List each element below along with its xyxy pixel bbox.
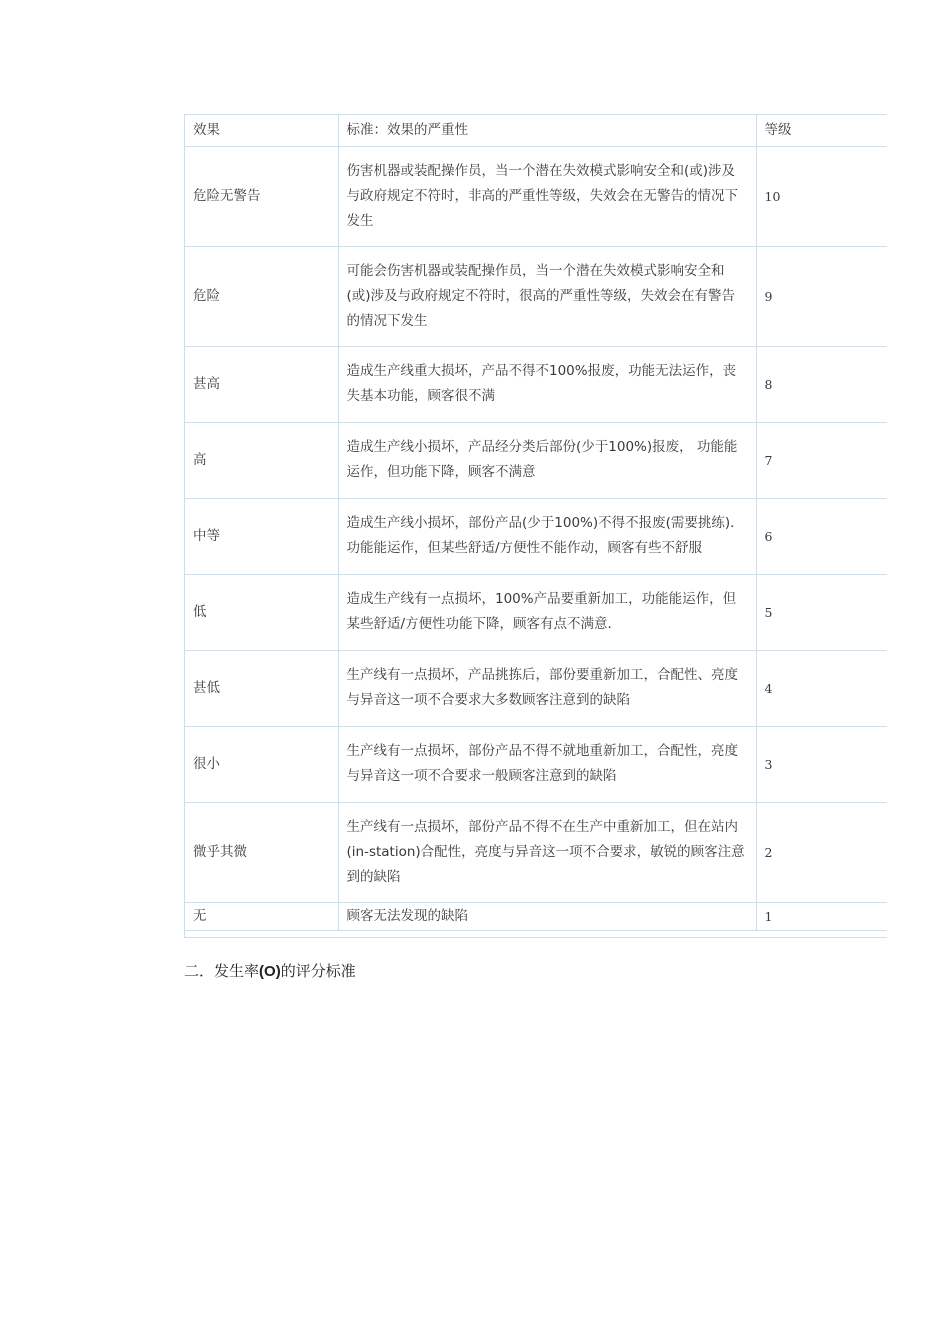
grade-cell: 9 — [756, 246, 887, 346]
effect-cell: 危险 — [185, 246, 338, 346]
effect-cell: 微乎其微 — [185, 802, 338, 902]
table-row — [185, 498, 887, 574]
table-row — [185, 574, 887, 650]
criteria-cell: 造成生产线小损坏，部份产品(少于100%)不得不报废(需要挑练)．功能能运作，但某些舒适/方便性不能作动，顾客有些不舒服 — [338, 498, 756, 574]
grade-cell: 6 — [756, 498, 887, 574]
grade-cell: 2 — [756, 802, 887, 902]
criteria-cell: 生产线有一点损坏，部份产品不得不就地重新加工，合配性，亮度与异音这一项不合要求一般顾客注意到的缺陷 — [338, 726, 756, 802]
severity-table — [185, 115, 887, 931]
table-row — [185, 246, 887, 346]
effect-cell: 甚低 — [185, 650, 338, 726]
effect-cell: 无 — [185, 902, 338, 930]
table-row — [185, 346, 887, 422]
criteria-cell: 顾客无法发现的缺陷 — [338, 902, 756, 930]
criteria-cell: 造成生产线小损坏，产品经分类后部份(少于100%)报废， 功能能运作，但功能下降，顾客不满意 — [338, 422, 756, 498]
effect-cell: 很小 — [185, 726, 338, 802]
grade-cell: 5 — [756, 574, 887, 650]
table-header-row — [185, 115, 887, 146]
table-row — [185, 802, 887, 902]
criteria-cell: 伤害机器或装配操作员，当一个潜在失效模式影响安全和(或)涉及与政府规定不符时，非高的严重性等级，失效会在无警告的情况下发生 — [338, 146, 756, 246]
table-row — [185, 726, 887, 802]
criteria-cell: 生产线有一点损坏，部份产品不得不在生产中重新加工，但在站内(in-station)合配性，亮度与异音这一项不合要求，敏锐的顾客注意到的缺陷 — [338, 802, 756, 902]
criteria-cell: 可能会伤害机器或装配操作员，当一个潜在失效模式影响安全和(或)涉及与政府规定不符时，很高的严重性等级，失效会在有警告的情况下发生 — [338, 246, 756, 346]
table-row — [185, 650, 887, 726]
table-row — [185, 422, 887, 498]
section-title-rest: 的评分标准 — [280, 962, 356, 980]
effect-cell: 甚高 — [185, 346, 338, 422]
grade-cell: 3 — [756, 726, 887, 802]
grade-cell: 7 — [756, 422, 887, 498]
header-effect: 效果 — [185, 115, 338, 146]
section-code: (O) — [259, 963, 281, 980]
section-heading — [184, 960, 356, 981]
section-title-main: 发生率 — [214, 962, 260, 980]
effect-cell: 危险无警告 — [185, 146, 338, 246]
grade-cell: 8 — [756, 346, 887, 422]
effect-cell: 中等 — [185, 498, 338, 574]
header-grade: 等级 — [756, 115, 887, 146]
severity-table-image — [184, 114, 887, 938]
criteria-cell: 生产线有一点损坏，产品挑拣后，部份要重新加工，合配性、亮度与异音这一项不合要求大多数顾客注意到的缺陷 — [338, 650, 756, 726]
grade-cell: 1 — [756, 902, 887, 930]
section-number: 二． — [184, 962, 215, 980]
grade-cell: 10 — [756, 146, 887, 246]
table-row — [185, 146, 887, 246]
criteria-cell: 造成生产线重大损坏，产品不得不100%报废，功能无法运作，丧失基本功能，顾客很不满 — [338, 346, 756, 422]
effect-cell: 低 — [185, 574, 338, 650]
grade-cell: 4 — [756, 650, 887, 726]
effect-cell: 高 — [185, 422, 338, 498]
criteria-cell: 造成生产线有一点损坏，100%产品要重新加工，功能能运作，但某些舒适/方便性功能下降，顾客有点不满意． — [338, 574, 756, 650]
table-row — [185, 902, 887, 930]
header-criteria: 标准：效果的严重性 — [338, 115, 756, 146]
